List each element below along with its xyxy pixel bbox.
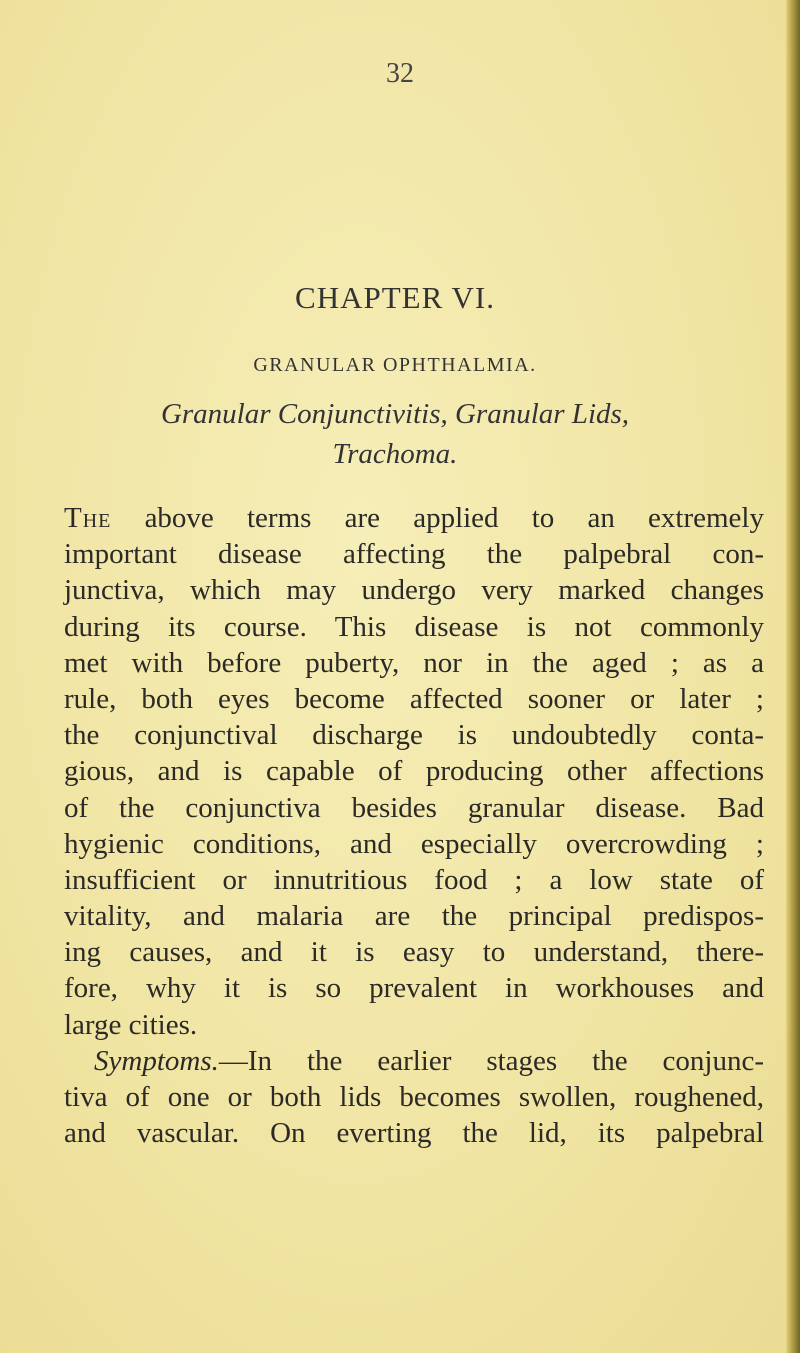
- chapter-subtitle: GRANULAR OPHTHALMIA.: [253, 354, 537, 376]
- text-line: rule, both eyes become affected sooner or later ;: [64, 682, 764, 715]
- text-line: hygienic conditions, and especially overcrowding ;: [64, 827, 764, 860]
- text-line: important disease affecting the palpebral con-: [64, 538, 764, 571]
- text-line: ing causes, and it is easy to understand, there-: [64, 936, 764, 969]
- text-line: the conjunctival discharge is undoubtedly conta-: [64, 719, 764, 752]
- page-number: 32: [386, 58, 414, 89]
- text-line: The above terms are applied to an extremely: [64, 502, 764, 534]
- text-line: gious, and is capable of producing other affections: [64, 755, 764, 788]
- body-text: [64, 500, 764, 1151]
- text-line: insufficient or innutritious food ; a low state of: [64, 863, 764, 896]
- page-edge: [786, 0, 800, 1353]
- lead-word: The: [64, 502, 112, 534]
- alternate-names-line: Trachoma.: [332, 438, 458, 470]
- text-line: Symptoms.—In the earlier stages the conjunc-: [94, 1044, 764, 1077]
- text-line: and vascular. On everting the lid, its palpebral: [64, 1117, 764, 1150]
- text-line: fore, why it is so prevalent in workhouses and: [64, 972, 764, 1005]
- chapter-alternate-names: [100, 394, 690, 474]
- text-line: of the conjunctiva besides granular disease. Bad: [64, 791, 764, 824]
- chapter-title: CHAPTER VI.: [295, 280, 495, 315]
- text-line: met with before puberty, nor in the aged ; as a: [64, 646, 764, 679]
- section-heading: Symptoms.: [94, 1044, 219, 1077]
- alternate-names-line: Granular Conjunctivitis, Granular Lids,: [160, 398, 630, 430]
- text-line: vitality, and malaria are the principal predispos-: [64, 900, 764, 933]
- text-line: large cities.: [64, 1008, 198, 1041]
- text-line: during its course. This disease is not commonly: [64, 610, 764, 643]
- text-line: tiva of one or both lids becomes swollen, roughened,: [64, 1081, 764, 1113]
- text-line: junctiva, which may undergo very marked changes: [64, 574, 764, 607]
